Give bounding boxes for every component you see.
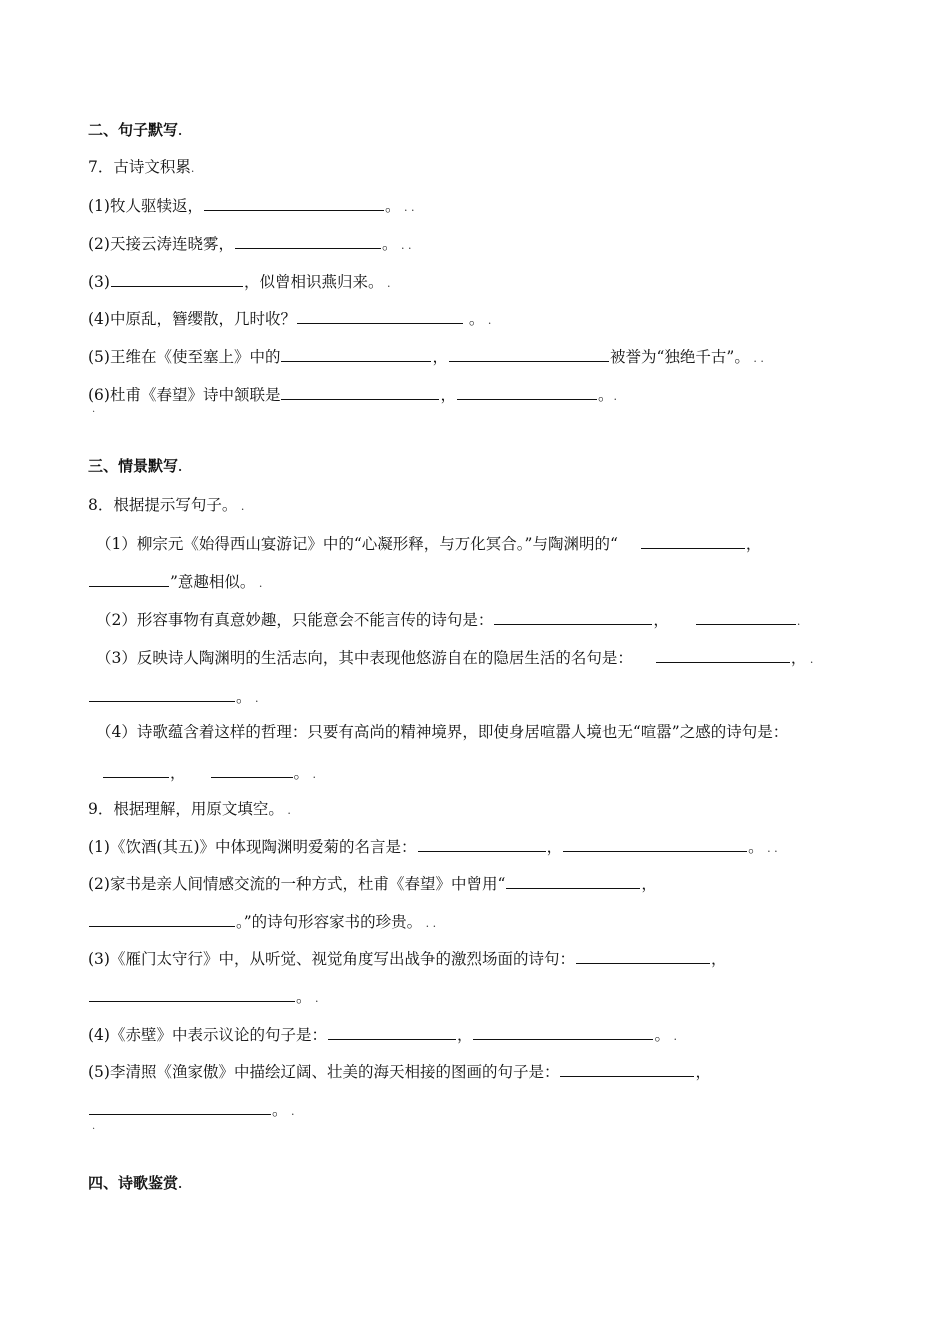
q9-item-2-cont: 。”的诗句形容家书的珍贵。 . . <box>88 911 436 934</box>
paragraph-mark: . <box>92 1121 96 1132</box>
q9-item-3-cont: 。 . <box>88 986 319 1009</box>
answer-blank[interactable] <box>328 1024 456 1040</box>
answer-blank[interactable] <box>235 233 381 249</box>
paragraph-mark: . <box>92 404 96 415</box>
q9-item-5-cont: 。 . <box>88 1099 295 1122</box>
answer-blank[interactable] <box>89 571 169 587</box>
answer-blank[interactable] <box>563 836 747 852</box>
answer-blank[interactable] <box>204 195 384 211</box>
q8-item-4: （4）诗歌蕴含着这样的哲理：只要有高尚的精神境界，即使身居喧嚣人境也无“喧嚣”之感的诗句是： <box>96 723 789 741</box>
answer-blank[interactable] <box>211 762 293 778</box>
q8-item-4-cont: ， 。 . <box>88 762 316 785</box>
q8-item-2: （2）形容事物有真意妙趣，只能意会不能言传的诗句是： ， . <box>96 611 801 629</box>
q9-item-3: (3)《雁门太守行》中，从听觉、视觉角度写出战争的激烈场面的诗句： ， <box>88 950 727 968</box>
q7-item-4: (4)中原乱，簪缨散，几时收？ 。 . <box>88 310 492 328</box>
q8-item-1: （1）柳宗元《始得西山宴游记》中的“心凝形释，与万化冥合。”与陶渊明的“ ， <box>96 535 762 553</box>
answer-blank[interactable] <box>494 609 652 625</box>
q9-item-1: (1)《饮酒(其五)》中体现陶渊明爱菊的名言是： ， 。 . . <box>88 838 778 856</box>
answer-blank[interactable] <box>696 609 796 625</box>
answer-blank[interactable] <box>506 873 640 889</box>
q8-item-3-cont: 。 . <box>88 686 259 709</box>
question-7-stem: 7．古诗文积累. <box>88 158 195 176</box>
question-9-stem: 9．根据理解，用原文填空。 . <box>88 800 291 818</box>
q7-item-6: (6)杜甫《春望》诗中颔联是 ， 。. <box>88 386 617 404</box>
answer-blank[interactable] <box>89 1099 271 1115</box>
answer-blank[interactable] <box>656 647 790 663</box>
answer-blank[interactable] <box>297 308 463 324</box>
q7-item-3: (3) ，似曾相识燕归来。 . <box>88 273 391 291</box>
q9-item-5: (5)李清照《渔家傲》中描绘辽阔、壮美的海天相接的图画的句子是： ， <box>88 1063 711 1081</box>
q7-item-2: (2)天接云涛连晓雾， 。 . . <box>88 235 412 253</box>
answer-blank[interactable] <box>89 686 235 702</box>
answer-blank[interactable] <box>457 384 597 400</box>
q9-item-4: (4)《赤壁》中表示议论的句子是： ， 。 . <box>88 1026 677 1044</box>
q8-item-3: （3）反映诗人陶渊明的生活志向，其中表现他悠游自在的隐居生活的名句是： ， . <box>96 649 814 667</box>
answer-blank[interactable] <box>473 1024 653 1040</box>
answer-blank[interactable] <box>641 533 745 549</box>
answer-blank[interactable] <box>111 271 243 287</box>
section-title-4: 四、诗歌鉴赏. <box>88 1174 183 1192</box>
section-title-2: 二、句子默写. <box>88 121 183 139</box>
question-8-stem: 8．根据提示写句子。 . <box>88 496 245 514</box>
answer-blank[interactable] <box>418 836 546 852</box>
q7-item-1: (1)牧人驱犊返， 。 . . <box>88 197 415 215</box>
answer-blank[interactable] <box>103 762 169 778</box>
answer-blank[interactable] <box>89 986 295 1002</box>
q7-item-5: (5)王维在《使至塞上》中的 ， 被誉为“独绝千古”。 . . <box>88 348 764 366</box>
answer-blank[interactable] <box>576 948 710 964</box>
answer-blank[interactable] <box>560 1061 694 1077</box>
q8-item-1-cont: ”意趣相似。 . <box>88 571 262 594</box>
answer-blank[interactable] <box>281 384 439 400</box>
section-title-3: 三、情景默写. <box>88 457 183 475</box>
q9-item-2: (2)家书是亲人间情感交流的一种方式，杜甫《春望》中曾用“ ， <box>88 875 657 893</box>
answer-blank[interactable] <box>449 346 609 362</box>
answer-blank[interactable] <box>281 346 431 362</box>
answer-blank[interactable] <box>89 911 235 927</box>
